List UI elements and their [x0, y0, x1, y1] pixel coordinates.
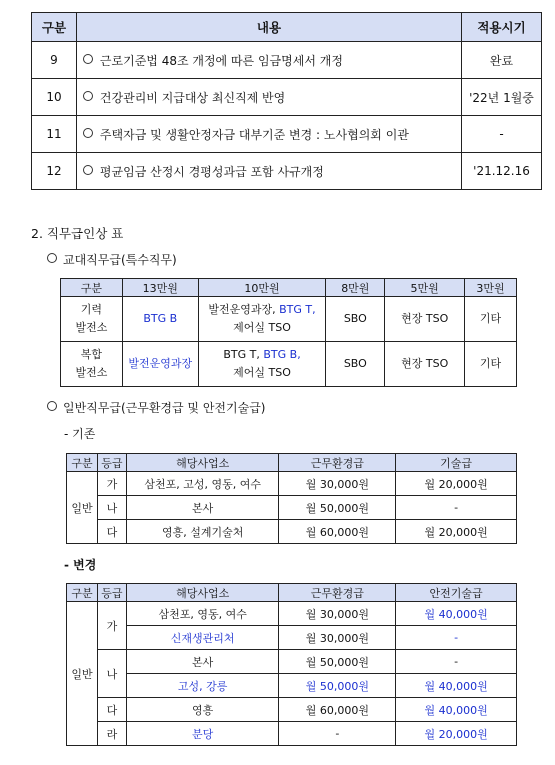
cell-100k	[198, 342, 326, 387]
row-content-text: 평균임금 산정시 경평성과급 포함 사규개정	[99, 164, 324, 179]
header-content: 내용	[76, 13, 461, 42]
table-row	[67, 496, 517, 520]
table-header-row	[32, 13, 542, 42]
cell-30k: 기타	[465, 342, 517, 387]
circle-bullet-icon	[47, 401, 57, 411]
row-content	[76, 42, 461, 79]
cell-100k-part1-highlight: BTG T,	[279, 303, 316, 316]
row-content-text: 주택자금 및 생활안정자금 대부기준 변경 : 노사협의회 이관	[99, 127, 409, 142]
existing-general-table	[66, 453, 517, 544]
plant-type-cell	[61, 342, 123, 387]
site-cell: 삼천포, 영동, 여수	[126, 602, 279, 626]
grade-cell: 다	[97, 520, 126, 544]
header-site: 해당사업소	[126, 584, 279, 602]
section-title: 2. 직무급인상 표	[31, 226, 124, 241]
circle-bullet-icon	[83, 128, 93, 138]
plant-type-cell	[61, 297, 123, 342]
site-cell: 본사	[126, 496, 279, 520]
changed-label: - 변경	[64, 558, 97, 572]
header-category: 구분	[67, 584, 98, 602]
tech-cell: 월 20,000원	[396, 472, 517, 496]
row-apply-date: -	[462, 116, 542, 153]
group-cell: 일반	[67, 472, 98, 544]
tech-cell: 월 40,000원	[396, 674, 517, 698]
shift-duty-heading	[47, 251, 177, 268]
cell-100k-line2: 제어실 TSO	[233, 321, 291, 334]
table-row	[67, 626, 517, 650]
header-130k: 13만원	[122, 279, 198, 297]
circle-bullet-icon	[83, 54, 93, 64]
row-number: 9	[32, 42, 77, 79]
cell-50k: 현장 TSO	[385, 342, 465, 387]
site-cell: 영흥	[126, 698, 279, 722]
row-apply-date: '22년 1월중	[462, 79, 542, 116]
env-cell: 월 60,000원	[279, 698, 396, 722]
table-header-row	[61, 279, 517, 297]
table-row	[32, 116, 542, 153]
general-duty-heading	[47, 399, 265, 416]
cell-80k: SBO	[326, 297, 385, 342]
revision-items-table	[31, 12, 542, 190]
cell-100k-part1-highlight: BTG B,	[263, 348, 301, 361]
table-row	[67, 520, 517, 544]
row-content	[76, 116, 461, 153]
header-grade: 등급	[97, 454, 126, 472]
row-content	[76, 79, 461, 116]
env-cell: 월 60,000원	[279, 520, 396, 544]
plant-type-line1: 기력	[80, 303, 103, 316]
header-category: 구분	[67, 454, 98, 472]
general-duty-title: 일반직무급(근무환경급 및 안전기술급)	[63, 401, 266, 415]
row-number: 12	[32, 153, 77, 190]
header-30k: 3만원	[465, 279, 517, 297]
env-cell: 월 30,000원	[279, 602, 396, 626]
row-number: 11	[32, 116, 77, 153]
table-row	[67, 650, 517, 674]
circle-bullet-icon	[47, 253, 57, 263]
grade-cell: 가	[97, 602, 126, 650]
table-row	[61, 342, 517, 387]
circle-bullet-icon	[83, 165, 93, 175]
row-content-text: 건강관리비 지급대상 최신직제 반영	[99, 90, 286, 105]
row-content-text: 근로기준법 48조 개정에 따른 임금명세서 개정	[99, 53, 343, 68]
changed-general-table	[66, 583, 517, 746]
tech-cell: -	[396, 626, 517, 650]
header-env-allowance: 근무환경급	[279, 584, 396, 602]
env-cell: 월 50,000원	[279, 496, 396, 520]
tech-cell: 월 40,000원	[396, 602, 517, 626]
row-apply-date: 완료	[462, 42, 542, 79]
table-row	[67, 698, 517, 722]
table-row	[32, 79, 542, 116]
shift-duty-title: 교대직무급(특수직무)	[63, 253, 177, 267]
table-header-row	[67, 454, 517, 472]
header-category: 구분	[32, 13, 77, 42]
header-tech-allowance: 기술급	[396, 454, 517, 472]
table-row	[32, 153, 542, 190]
header-category: 구분	[61, 279, 123, 297]
env-cell: 월 50,000원	[279, 674, 396, 698]
table-row	[67, 602, 517, 626]
header-safety-tech-allowance: 안전기술급	[396, 584, 517, 602]
tech-cell: -	[396, 650, 517, 674]
header-env-allowance: 근무환경급	[279, 454, 396, 472]
tech-cell: 월 40,000원	[396, 698, 517, 722]
header-80k: 8만원	[326, 279, 385, 297]
cell-50k: 현장 TSO	[385, 297, 465, 342]
row-apply-date: '21.12.16	[462, 153, 542, 190]
cell-100k-part1: BTG T,	[223, 348, 264, 361]
site-cell: 분당	[126, 722, 279, 746]
cell-100k-part1: 발전운영과장,	[208, 303, 280, 316]
tech-cell: 월 20,000원	[396, 722, 517, 746]
grade-cell: 나	[97, 650, 126, 698]
group-cell: 일반	[67, 602, 98, 746]
header-site: 해당사업소	[126, 454, 279, 472]
header-apply-date: 적용시기	[462, 13, 542, 42]
tech-cell: -	[396, 496, 517, 520]
site-cell: 삼천포, 고성, 영동, 여수	[126, 472, 279, 496]
plant-type-line1: 복합	[80, 348, 103, 361]
table-header-row	[67, 584, 517, 602]
env-cell: -	[279, 722, 396, 746]
header-50k: 5만원	[385, 279, 465, 297]
row-number: 10	[32, 79, 77, 116]
grade-cell: 라	[97, 722, 126, 746]
row-content	[76, 153, 461, 190]
cell-130k: 발전운영과장	[122, 342, 198, 387]
grade-cell: 다	[97, 698, 126, 722]
table-row	[67, 674, 517, 698]
cell-130k: BTG B	[122, 297, 198, 342]
env-cell: 월 30,000원	[279, 472, 396, 496]
grade-cell: 나	[97, 496, 126, 520]
cell-100k-line2: 제어실 TSO	[233, 366, 291, 379]
table-row	[61, 297, 517, 342]
site-cell: 영흥, 설계기술처	[126, 520, 279, 544]
header-grade: 등급	[97, 584, 126, 602]
plant-type-line2: 발전소	[75, 366, 108, 379]
table-row	[67, 722, 517, 746]
tech-cell: 월 20,000원	[396, 520, 517, 544]
table-row	[32, 42, 542, 79]
table-row	[67, 472, 517, 496]
site-cell: 고성, 강릉	[126, 674, 279, 698]
site-cell: 신재생관리처	[126, 626, 279, 650]
circle-bullet-icon	[83, 91, 93, 101]
header-100k: 10만원	[198, 279, 326, 297]
cell-80k: SBO	[326, 342, 385, 387]
existing-label: - 기존	[64, 427, 96, 441]
grade-cell: 가	[97, 472, 126, 496]
cell-30k: 기타	[465, 297, 517, 342]
shift-duty-table	[60, 278, 517, 387]
plant-type-line2: 발전소	[75, 321, 108, 334]
site-cell: 본사	[126, 650, 279, 674]
env-cell: 월 30,000원	[279, 626, 396, 650]
cell-100k	[198, 297, 326, 342]
env-cell: 월 50,000원	[279, 650, 396, 674]
